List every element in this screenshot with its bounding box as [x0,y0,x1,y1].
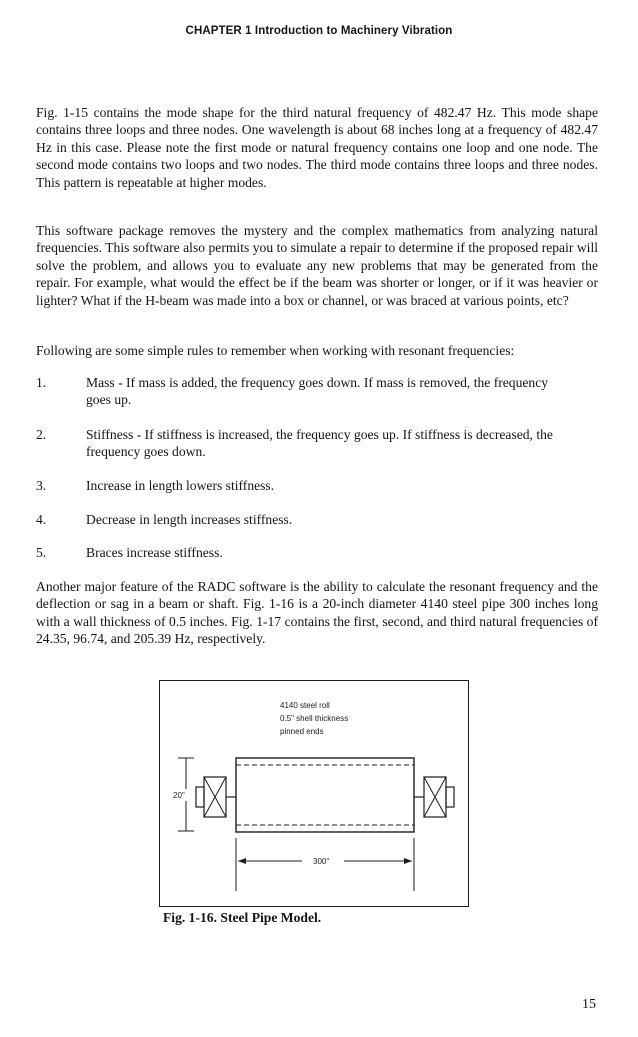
paragraph-rules-intro: Following are some simple rules to remember when working with resonant frequencies: [36,343,515,358]
figure-note-ends: pinned ends [280,727,324,736]
rule-text: Braces increase stiffness. [86,545,223,560]
length-label: 300" [313,857,330,866]
steel-pipe-diagram [160,681,470,908]
rule-text: Stiffness - If stiffness is increased, the frequency goes up. If stiffness is decreased, the frequency goes down. [86,427,553,460]
rule-number: 5. [36,545,47,560]
right-bearing-cap [446,787,454,807]
page-number: 15 [582,997,596,1012]
rule-number: 2. [36,427,47,442]
rule-text: Increase in length lowers stiffness. [86,478,275,493]
figure-note-material: 4140 steel roll [280,701,330,710]
steel-pipe-figure [159,680,469,907]
length-arrow-left [238,858,246,864]
figure-note-thickness: 0.5" shell thickness [280,714,349,723]
rule-text: Mass - If mass is added, the frequency goes down. If mass is removed, the frequency goes up. [86,375,549,408]
figure-caption: Fig. 1-16. Steel Pipe Model. [163,910,322,925]
diameter-label: 20" [173,791,185,800]
length-arrow-right [404,858,412,864]
rule-text: Decrease in length increases stiffness. [86,512,293,527]
rule-number: 4. [36,512,47,527]
paragraph-mode-shape: Fig. 1-15 contains the mode shape for the third natural frequency of 482.47 Hz. This mode shape contains three loops and three nodes. One wavelength is about 68 inches long at a frequency of 482.47 Hz in this case. Please note the first mode or natural frequency contains one loop and one node. The second mode contains two loops and two nodes. The third mode contains three loops and three nodes. This pattern is repeatable at higher modes. [36,105,598,190]
pipe-body [236,758,414,832]
paragraph-software-package: This software package removes the mystery and the complex mathematics from analyzing natural frequencies. This software also permits you to simulate a repair to determine if the proposed repair will solve the problem, and allows you to evaluate any new problems that may be generated from the repair. For example, what would the effect be if the beam was shorter or longer, or if it was heavier or lighter? What if the H-beam was made into a box or channel, or was braced at various points, etc? [36,223,598,308]
rule-number: 3. [36,478,47,493]
paragraph-radc-feature: Another major feature of the RADC software is the ability to calculate the resonant frequency and the deflection or sag in a beam or shaft. Fig. 1-16 is a 20-inch diameter 4140 steel pipe 300 inches long with a wall thickness of 0.5 inches. Fig. 1-17 contains the first, second, and third natural frequencies of 24.35, 96.74, and 205.39 Hz, respectively. [36,579,598,647]
left-bearing-cap [196,787,204,807]
chapter-header: CHAPTER 1 Introduction to Machinery Vibration [185,25,453,37]
rule-number: 1. [36,375,47,390]
